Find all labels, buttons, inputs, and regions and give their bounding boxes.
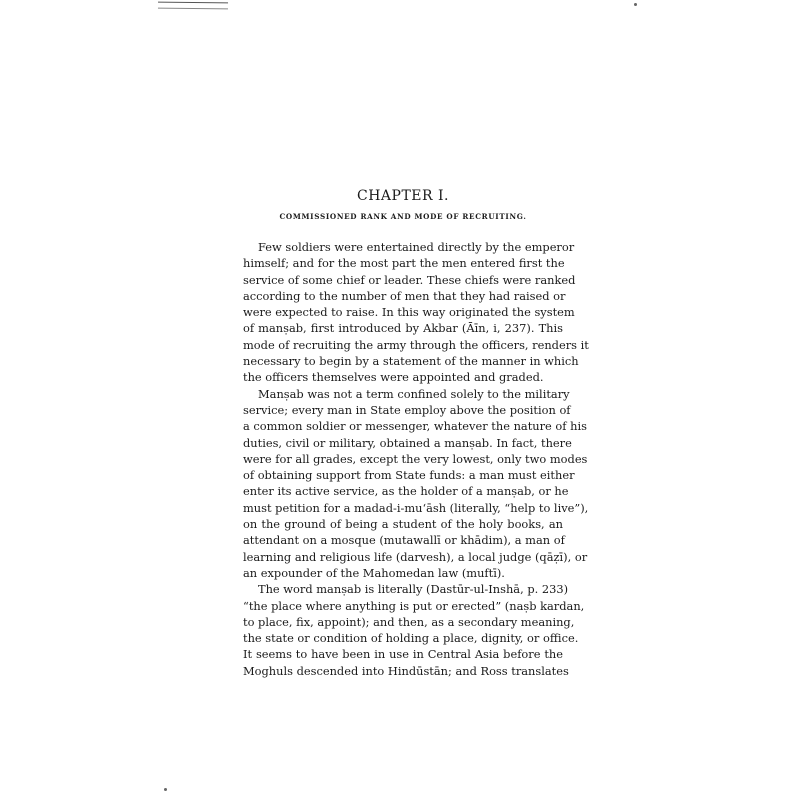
- text-line: himself; and for the most part the men entered first the: [243, 256, 565, 271]
- text-line: must petition for a madad-i-mu‘āsh (literally, “help to live”),: [243, 500, 589, 515]
- text-line: the state or condition of holding a place, dignity, or office.: [243, 631, 579, 646]
- text-line: service of some chief or leader. These chiefs were ranked: [243, 272, 576, 287]
- chapter-title: CHAPTER I.: [357, 188, 449, 204]
- paragraph: [243, 581, 585, 679]
- text-line: “the place where anything is put or erected” (naṣb kardan,: [243, 598, 585, 613]
- text-line: It seems to have been in use in Central Asia before the: [243, 647, 563, 662]
- text-line: learning and religious life (darvesh), a local judge (qāẓī), or: [243, 549, 588, 564]
- text-line: mode of recruiting the army through the officers, renders it: [243, 337, 589, 352]
- text-line: were for all grades, except the very lowest, only two modes: [243, 451, 588, 466]
- text-line: Few soldiers were entertained directly by the emperor: [258, 240, 575, 254]
- text-line: duties, civil or military, obtained a manṣab. In fact, there: [243, 435, 572, 450]
- text-line: necessary to begin by a statement of the manner in which: [243, 354, 579, 369]
- text-line: Manṣab was not a term confined solely to the military: [258, 386, 570, 401]
- text-line: attendant on a mosque (mutawallī or khādim), a man of: [243, 533, 565, 548]
- text-line: a common soldier or messenger, whatever the nature of his: [243, 419, 587, 434]
- text-line: were expected to raise. In this way originated the system: [243, 305, 575, 320]
- text-line: on the ground of being a student of the holy books, an: [243, 517, 563, 532]
- scan-artifact-line: [158, 2, 228, 10]
- paragraph: [243, 239, 589, 386]
- text-line: according to the number of men that they had raised or: [243, 288, 566, 303]
- book-page: [243, 188, 589, 679]
- chapter-subtitle: COMMISSIONED RANK AND MODE OF RECRUITING.: [279, 212, 527, 221]
- text-line: service; every man in State employ above the position of: [243, 402, 571, 417]
- text-line: to place, fix, appoint); and then, as a secondary meaning,: [243, 614, 575, 629]
- text-line: an expounder of the Mahomedan law (muftī).: [243, 565, 505, 580]
- text-line: of manṣab, first introduced by Akbar (Āīn, i, 237). This: [243, 321, 563, 336]
- paragraph: [243, 386, 589, 582]
- text-line: Moghuls descended into Hindūstān; and Ross translates: [243, 663, 569, 678]
- text-line: of obtaining support from State funds: a man must either: [243, 468, 575, 483]
- text-line: The word manṣab is literally (Dastūr-ul-Inshā, p. 233): [258, 582, 569, 597]
- scan-artifact-dot: [634, 3, 637, 6]
- text-line: the officers themselves were appointed and graded.: [243, 370, 544, 385]
- text-line: enter its active service, as the holder of a manṣab, or he: [243, 484, 569, 499]
- scan-artifact-dot: [164, 788, 167, 791]
- body-text: [243, 239, 589, 679]
